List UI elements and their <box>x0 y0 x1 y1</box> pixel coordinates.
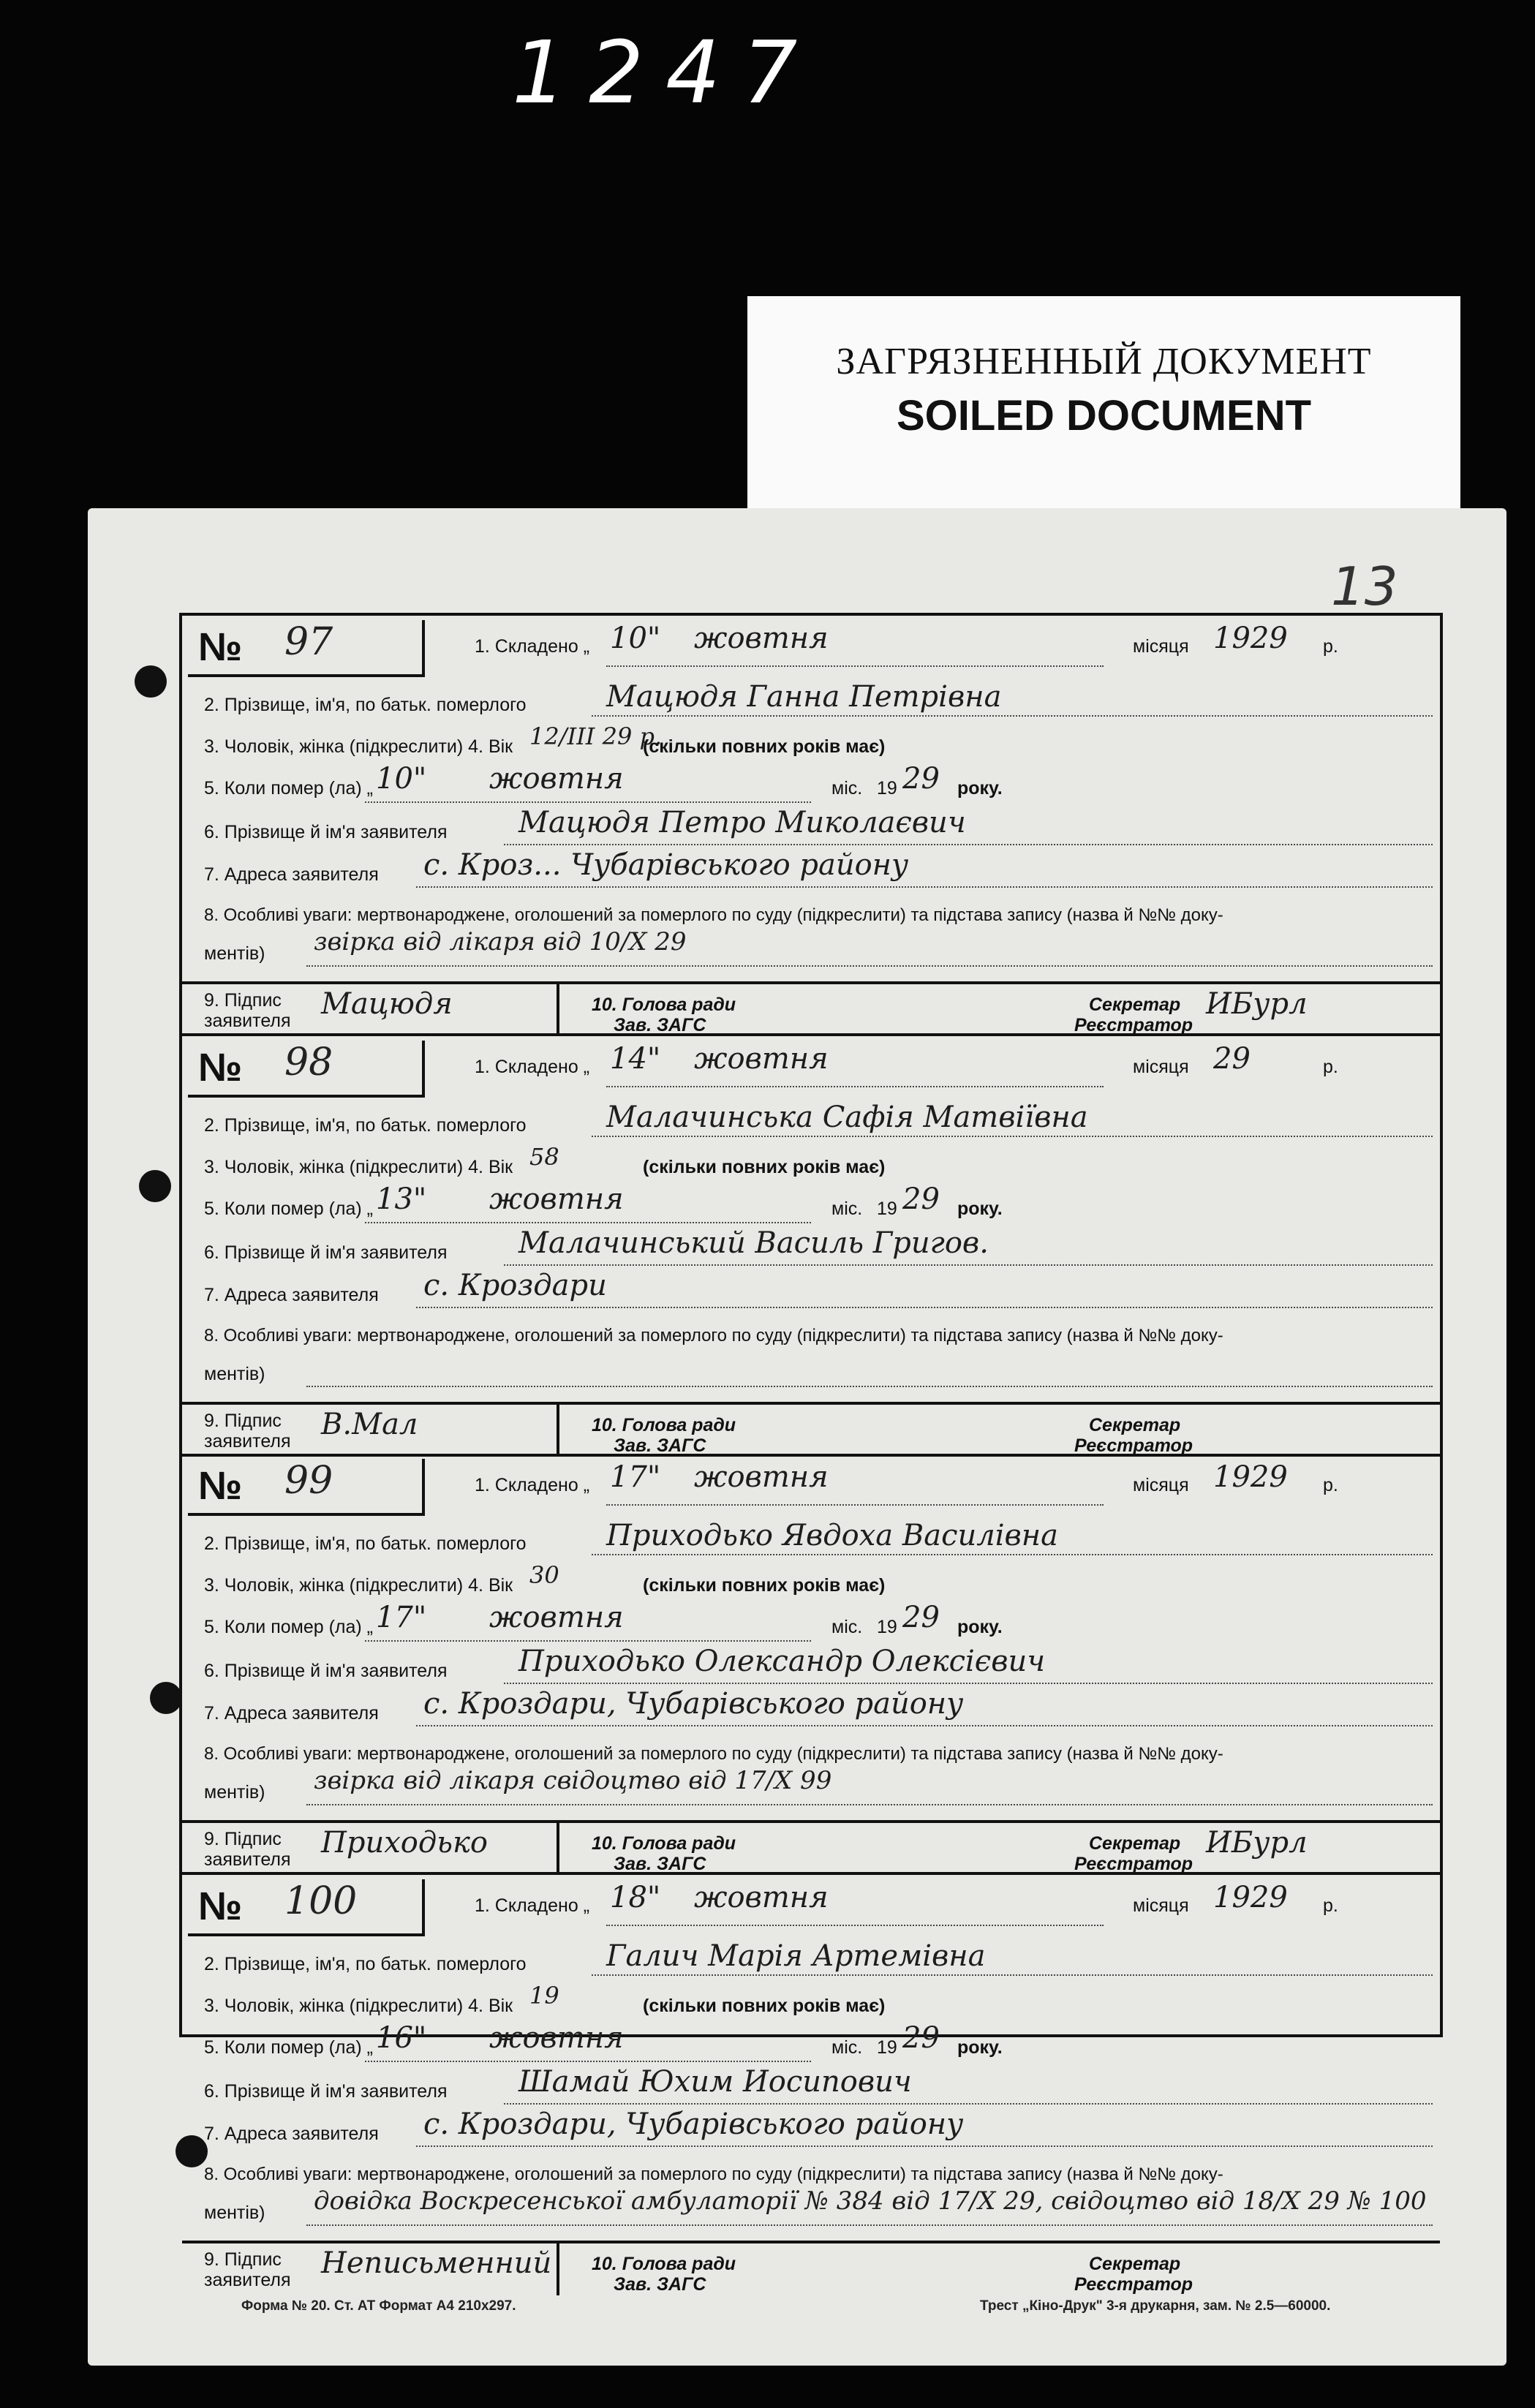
row1-year-label: р. <box>1323 1475 1338 1495</box>
applicant-name: Мацюдя Петро Миколаєвич <box>518 806 966 839</box>
dotted-rule <box>365 801 811 803</box>
registered-day: 10" <box>610 622 661 655</box>
section-divider <box>182 2241 1440 2243</box>
row2-label: 2. Прізвище, ім'я, по батьк. померлого <box>204 695 527 715</box>
registered-month: жовтня <box>694 1881 829 1914</box>
row1-month-label: місяця <box>1133 1895 1189 1916</box>
number-sign: № <box>198 1464 243 1508</box>
row8-continuation: ментів) <box>204 2203 265 2223</box>
deceased-name: Приходько Явдоха Василівна <box>606 1519 1058 1552</box>
stamp-english: SOILED DOCUMENT <box>896 392 1312 439</box>
row3-label: 3. Чоловік, жінка (підкреслити) 4. Вік <box>204 736 513 757</box>
dotted-rule <box>606 1925 1104 1926</box>
secretary-label: Секретар <box>1089 1415 1181 1435</box>
registrar-label: Реєстратор <box>1074 1015 1193 1035</box>
row5-label: 5. Коли помер (ла) „ <box>204 2037 374 2058</box>
dotted-rule <box>504 2103 1433 2105</box>
death-day: 13" <box>376 1182 427 1216</box>
registry-head-label: Зав. ЗАГС <box>614 1854 706 1874</box>
registered-month: жовтня <box>694 1460 829 1494</box>
death-month: жовтня <box>489 2021 624 2055</box>
row8-label: 8. Особливі уваги: мертвонароджене, оголошений за померлого по суду (підкреслити) та підстава запису (назва й №№ доку- <box>204 1326 1223 1345</box>
page-number: 13 <box>1331 556 1398 617</box>
applicant-signature: Приходько <box>321 1826 488 1860</box>
applicant-name: Малачинський Василь Григов. <box>518 1226 989 1260</box>
row1-year-label: р. <box>1323 636 1338 657</box>
row1-year-label: р. <box>1323 1057 1338 1077</box>
number-sign: № <box>198 1046 243 1090</box>
row6-label: 6. Прізвище й ім'я заявителя <box>204 822 448 842</box>
registered-year: 1929 <box>1213 1881 1288 1914</box>
death-year: 29 <box>902 762 940 796</box>
row9-label-2: заявителя <box>204 1011 291 1031</box>
row9-label: 9. Підпис <box>204 1411 282 1431</box>
row5-mis-label: міс. <box>831 1617 863 1637</box>
vertical-divider <box>557 1402 559 1457</box>
dotted-rule <box>416 2145 1433 2147</box>
registered-day: 17" <box>610 1460 661 1494</box>
row3-label: 3. Чоловік, жінка (підкреслити) 4. Вік <box>204 1157 513 1177</box>
row3-suffix: (скільки повних років має) <box>643 1157 886 1177</box>
row5-year-prefix: 19 <box>877 2037 897 2058</box>
secretary-label: Секретар <box>1089 1833 1181 1854</box>
record-entry <box>182 1875 1440 2295</box>
dotted-rule <box>365 1222 811 1223</box>
death-year: 29 <box>902 2021 940 2055</box>
row5-mis-label: міс. <box>831 778 863 799</box>
row1-label: 1. Складено „ <box>475 1895 590 1916</box>
death-day: 10" <box>376 762 427 796</box>
death-month: жовтня <box>489 1601 624 1634</box>
dotted-rule <box>416 886 1433 888</box>
row5-label: 5. Коли помер (ла) „ <box>204 778 374 799</box>
row8-label: 8. Особливі уваги: мертвонароджене, оголошений за померлого по суду (підкреслити) та підстава запису (назва й №№ доку- <box>204 1744 1223 1764</box>
row7-label: 7. Адреса заявителя <box>204 864 379 885</box>
secretary-signature: ИБурл <box>1206 1826 1308 1860</box>
form-footer-left: Форма № 20. Ст. АТ Формат А4 210х297. <box>241 2298 516 2314</box>
applicant-address: с. Кроздари, Чубарівського району <box>423 1687 964 1721</box>
vertical-divider <box>557 2241 559 2295</box>
registered-month: жовтня <box>694 622 829 655</box>
registered-day: 18" <box>610 1881 661 1914</box>
row1-month-label: місяця <box>1133 636 1189 657</box>
deceased-name: Малачинська Сафія Матвіївна <box>606 1101 1088 1134</box>
dotted-rule <box>606 1086 1104 1087</box>
applicant-signature: Неписьменний <box>321 2246 552 2280</box>
punch-hole-icon <box>139 1170 171 1202</box>
registered-year: 1929 <box>1213 622 1288 655</box>
registrar-label: Реєстратор <box>1074 1435 1193 1456</box>
death-year: 29 <box>902 1182 940 1216</box>
secretary-label: Секретар <box>1089 994 1181 1015</box>
punch-hole-icon <box>135 665 167 698</box>
remarks: звірка від лікаря свідоцтво від 17/Х 99 <box>314 1766 832 1795</box>
head-of-council-label: 10. Голова ради <box>592 1415 736 1435</box>
row1-label: 1. Складено „ <box>475 1057 590 1077</box>
applicant-name: Приходько Олександр Олексієвич <box>518 1645 1046 1678</box>
dotted-rule <box>592 1554 1433 1555</box>
dotted-rule <box>365 1640 811 1642</box>
soiled-document-stamp <box>747 296 1460 516</box>
row7-label: 7. Адреса заявителя <box>204 2124 379 2144</box>
applicant-signature: Мацюдя <box>321 987 453 1021</box>
record-entry <box>182 1454 1440 1875</box>
dotted-rule <box>592 1974 1433 1976</box>
row7-label: 7. Адреса заявителя <box>204 1285 379 1305</box>
applicant-address: с. Кроздари <box>423 1269 607 1302</box>
dotted-rule <box>306 965 1433 967</box>
record-entry <box>182 1036 1440 1457</box>
stamp-russian: ЗАГРЯЗНЕННЫЙ ДОКУМЕНТ <box>836 341 1372 382</box>
row9-label: 9. Підпис <box>204 2249 282 2270</box>
death-day: 17" <box>376 1601 427 1634</box>
row6-label: 6. Прізвище й ім'я заявителя <box>204 1661 448 1681</box>
form-footer-right: Трест „Кіно-Друк" 3-я друкарня, зам. № 2.5—60000. <box>980 2298 1331 2314</box>
dotted-rule <box>504 1264 1433 1266</box>
age-value: 58 <box>529 1143 559 1171</box>
dotted-rule <box>416 1307 1433 1308</box>
film-number: 1247 <box>512 22 820 123</box>
row6-label: 6. Прізвище й ім'я заявителя <box>204 2081 448 2102</box>
row5-year-prefix: 19 <box>877 1617 897 1637</box>
row7-label: 7. Адреса заявителя <box>204 1703 379 1724</box>
row2-label: 2. Прізвище, ім'я, по батьк. померлого <box>204 1954 527 1974</box>
applicant-name: Шамай Юхим Иосипович <box>518 2065 912 2099</box>
head-of-council-label: 10. Голова ради <box>592 2254 736 2274</box>
remarks: довідка Воскресенської амбулаторії № 384 від 17/Х 29, свідоцтво від 18/Х 29 № 100 <box>314 2186 1427 2216</box>
punch-hole-icon <box>150 1682 182 1714</box>
row3-suffix: (скільки повних років має) <box>643 1575 886 1596</box>
row5-label: 5. Коли помер (ла) „ <box>204 1199 374 1219</box>
record-number: 98 <box>284 1041 333 1084</box>
death-year: 29 <box>902 1601 940 1634</box>
row1-label: 1. Складено „ <box>475 1475 590 1495</box>
applicant-address: с. Кроздари, Чубарівського району <box>423 2107 964 2141</box>
row5-roku-label: року. <box>957 1617 1003 1637</box>
age-value: 12/III 29 р. <box>529 722 663 750</box>
dotted-rule <box>592 715 1433 717</box>
registry-head-label: Зав. ЗАГС <box>614 1435 706 1456</box>
applicant-address: с. Кроз... Чубарівського району <box>423 848 909 882</box>
row1-year-label: р. <box>1323 1895 1338 1916</box>
dotted-rule <box>504 844 1433 845</box>
registry-head-label: Зав. ЗАГС <box>614 1015 706 1035</box>
death-month: жовтня <box>489 762 624 796</box>
death-month: жовтня <box>489 1182 624 1216</box>
applicant-signature: В.Мал <box>321 1408 418 1441</box>
row9-label-2: заявителя <box>204 1431 291 1452</box>
registrar-label: Реєстратор <box>1074 2274 1193 2295</box>
row8-continuation: ментів) <box>204 943 265 964</box>
row2-label: 2. Прізвище, ім'я, по батьк. померлого <box>204 1115 527 1136</box>
record-number: 100 <box>284 1879 358 1923</box>
dotted-rule <box>606 665 1104 667</box>
dotted-rule <box>606 1504 1104 1506</box>
number-sign: № <box>198 625 243 669</box>
row3-label: 3. Чоловік, жінка (підкреслити) 4. Вік <box>204 1575 513 1596</box>
row6-label: 6. Прізвище й ім'я заявителя <box>204 1242 448 1263</box>
row5-label: 5. Коли помер (ла) „ <box>204 1617 374 1637</box>
row8-label: 8. Особливі уваги: мертвонароджене, оголошений за померлого по суду (підкреслити) та підстава запису (назва й №№ доку- <box>204 905 1223 925</box>
row5-mis-label: міс. <box>831 2037 863 2058</box>
section-divider <box>182 1820 1440 1823</box>
number-sign: № <box>198 1884 243 1928</box>
dotted-rule <box>365 2061 811 2062</box>
head-of-council-label: 10. Голова ради <box>592 1833 736 1854</box>
deceased-name: Мацюдя Ганна Петрівна <box>606 680 1002 714</box>
row3-suffix: (скільки повних років має) <box>643 1996 886 2016</box>
row1-month-label: місяця <box>1133 1057 1189 1077</box>
age-value: 30 <box>529 1561 559 1589</box>
row5-mis-label: міс. <box>831 1199 863 1219</box>
row5-roku-label: року. <box>957 2037 1003 2058</box>
dotted-rule <box>306 2224 1433 2226</box>
death-day: 16" <box>376 2021 427 2055</box>
row8-label: 8. Особливі уваги: мертвонароджене, оголошений за померлого по суду (підкреслити) та підстава запису (назва й №№ доку- <box>204 2164 1223 2184</box>
section-divider <box>182 1402 1440 1405</box>
section-divider <box>182 981 1440 984</box>
row9-label: 9. Підпис <box>204 990 282 1011</box>
record-number: 97 <box>284 620 333 664</box>
record-entry <box>182 616 1440 1036</box>
remarks: звірка від лікаря від 10/Х 29 <box>314 927 687 956</box>
row8-continuation: ментів) <box>204 1782 265 1803</box>
row9-label-2: заявителя <box>204 1849 291 1870</box>
age-value: 19 <box>529 1982 559 2009</box>
secretary-signature: ИБурл <box>1206 987 1308 1021</box>
vertical-divider <box>557 1820 559 1875</box>
row5-roku-label: року. <box>957 778 1003 799</box>
deceased-name: Галич Марія Артемівна <box>606 1939 986 1973</box>
dotted-rule <box>306 1804 1433 1805</box>
row9-label-2: заявителя <box>204 2270 291 2290</box>
row3-label: 3. Чоловік, жінка (підкреслити) 4. Вік <box>204 1996 513 2016</box>
registry-head-label: Зав. ЗАГС <box>614 2274 706 2295</box>
dotted-rule <box>416 1725 1433 1726</box>
secretary-label: Секретар <box>1089 2254 1181 2274</box>
registered-month: жовтня <box>694 1042 829 1076</box>
row2-label: 2. Прізвище, ім'я, по батьк. померлого <box>204 1533 527 1554</box>
registered-year: 1929 <box>1213 1460 1288 1494</box>
record-number: 99 <box>284 1459 333 1503</box>
dotted-rule <box>504 1683 1433 1684</box>
death-registration-form <box>179 613 1443 2295</box>
dotted-rule <box>306 1386 1433 1387</box>
registered-day: 14" <box>610 1042 661 1076</box>
registered-year: 29 <box>1213 1042 1251 1076</box>
row1-month-label: місяця <box>1133 1475 1189 1495</box>
row5-roku-label: року. <box>957 1199 1003 1219</box>
row5-year-prefix: 19 <box>877 778 897 799</box>
row5-year-prefix: 19 <box>877 1199 897 1219</box>
vertical-divider <box>557 981 559 1036</box>
row9-label: 9. Підпис <box>204 1829 282 1849</box>
row1-label: 1. Складено „ <box>475 636 590 657</box>
dotted-rule <box>592 1136 1433 1137</box>
head-of-council-label: 10. Голова ради <box>592 994 736 1015</box>
row3-suffix: (скільки повних років має) <box>643 736 886 757</box>
registrar-label: Реєстратор <box>1074 1854 1193 1874</box>
row8-continuation: ментів) <box>204 1364 265 1384</box>
